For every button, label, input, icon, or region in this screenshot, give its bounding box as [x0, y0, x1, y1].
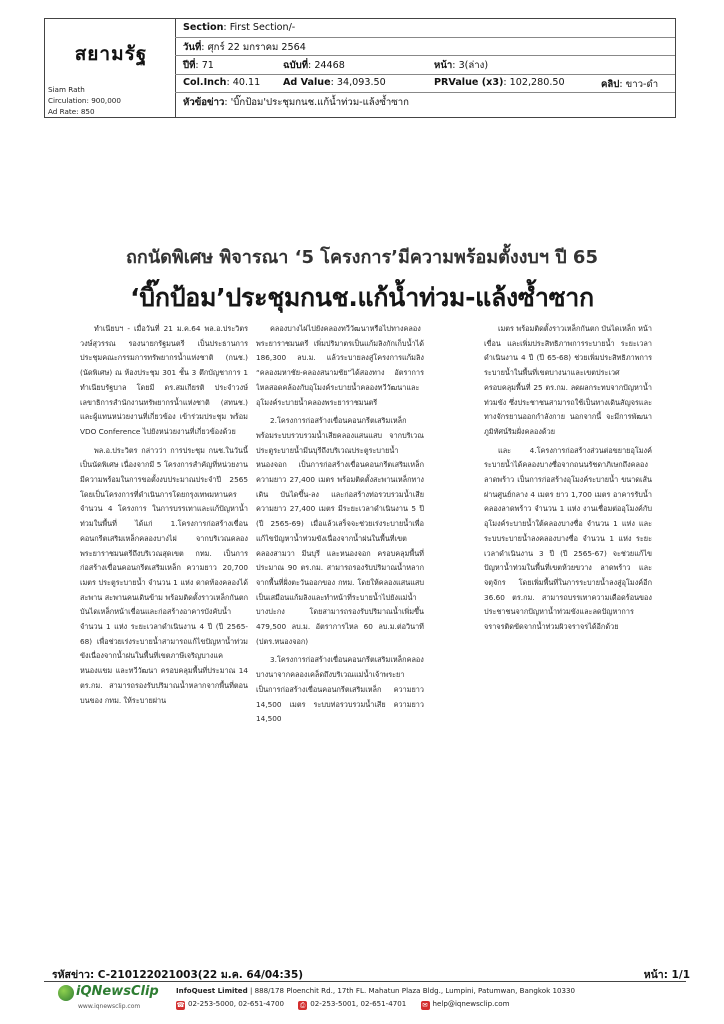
issue-field: [183, 58, 214, 73]
brand-prefix: iQ: [76, 984, 92, 999]
circulation: Circulation: 900,000: [48, 96, 121, 105]
page-value: : 3(ล่าง): [452, 60, 489, 71]
advalue-value: : 34,093.50: [330, 77, 386, 88]
colinch-value: : 40.11: [226, 77, 261, 88]
footer-divider: [44, 981, 686, 982]
row-divider: [175, 55, 675, 56]
section-field: [183, 22, 295, 33]
edition-value: : 24468: [308, 60, 345, 71]
email-icon: ✉: [422, 1000, 428, 1009]
clip-info-box: [44, 18, 676, 118]
contact-info: [176, 985, 575, 1010]
phone-icon: ☎: [176, 1000, 185, 1009]
colinch-field: [183, 77, 260, 88]
colinch-label: Col.Inch: [183, 77, 227, 88]
ad-rate: Ad Rate: 850: [48, 107, 95, 116]
prvalue-value: : 102,280.50: [503, 77, 565, 88]
company-name: InfoQuest Limited: [176, 986, 248, 995]
paragraph: 2.โครงการก่อสร้างเขื่อนคอนกรีตเสริมเหล็กพร้อมระบบรวบรวมน้ำเสียคลองแสนแสบ จากบริเวณประตูระบายน้ำมีนบุรีถึงบริเวณประตูระบายน้ำหนองจอก เป็นการก่อสร้างเขื่อนคอนกรีตเสริมเหล็ก ความยาว 27,400 เมตร พร้อมติดตั้งสะพานเหล็กทางเดิน บันไดขึ้น-ลง และก่อสร้างท่อรวบรวมน้ำเสีย ความยาว 27,400 เมตร มีระยะเวลาดำเนินงาน 5 ปี (ปี 2565-69) เมื่อแล้วเสร็จจะช่วยเร่งระบายน้ำเพื่อแก้ไขปัญหาน้ำท่วมขังเนื่องจากน้ำฝนในพื้นที่เขตคลองสามวา มีนบุรี และหนองจอก ครอบคลุมพื้นที่ประมาณ 90 ตร.กม. สามารถรองรับปริมาณน้ำหลากจากพื้นที่ฝั่งตะวันออกของ กทม. โดยให้คลองแสนแสบเป็นเสมือนแก้มลิงและทำหน้าที่ระบายน้ำไปยังแม่น้ำบางปะกง โดยสามารถรองรับปริมาณน้ำเพิ่มขึ้น 479,500 ลบ.ม. อัตราการไหล 60 ลบ.ม.ต่อวินาที (ปตร.หนองจอก): [256, 416, 424, 646]
edition-field: [283, 58, 345, 73]
publication-name: Siam Rath: [48, 85, 85, 94]
date-field: [183, 40, 306, 55]
brand-suffix: NewsClip: [91, 984, 159, 999]
date-value: : ศุกร์ 22 มกราคม 2564: [201, 42, 306, 53]
publication-meta: [48, 84, 121, 117]
article-column-3: [484, 322, 652, 732]
fax-numbers: 02-253-5001, 02-651-4701: [310, 998, 407, 1008]
contact-line: [176, 998, 575, 1011]
globe-icon: [58, 985, 74, 1001]
article-kicker: ถกนัดพิเศษ พิจารณา ‘5 โครงการ’มีความพร้อมตั้งงบฯ ปี 65: [126, 247, 598, 268]
paragraph: และ 4.โครงการก่อสร้างส่วนต่อขยายอุโมงค์ระบายน้ำได้คลองบางซื่อจากถนนรัชดาภิเษกถึงคลองลาดพร้าว เป็นการก่อสร้างอุโมงค์ระบายน้ำ ขนาดเส้นผ่านศูนย์กลาง 4 เมตร ยาว 1,700 เมตร อาคารรับน้ำคลองลาดพร้าว จำนวน 1 แห่ง งานเชื่อมต่ออุโมงค์กับอุโมงค์ระบายน้ำใต้คลองบางซื่อ จำนวน 1 แห่ง และระบบระบายน้ำลงคลองบางซื่อ จำนวน 1 แห่ง ระยะเวลาดำเนินงาน 3 ปี (ปี 2565-67) จะช่วยแก้ไขปัญหาน้ำท่วมในพื้นที่เขตห้วยขวาง ลาดพร้าว และจตุจักร โดยเพิ่มพื้นที่ในการระบายน้ำลงสู่อุโมงค์อีก 36.60 ตร.กม. สามารถบรรเทาความเดือดร้อนของประชาชนจากปัญหาน้ำท่วมขังและลดปัญหาการจราจรติดขัดจากน้ำท่วมผิวจราจรได้อีกด้วย: [484, 445, 652, 632]
section-value: : First Section/-: [223, 22, 296, 33]
page-label: หน้า: [434, 60, 453, 71]
row-divider: [175, 92, 675, 93]
page-field: [434, 58, 488, 73]
article-headline: ‘บิ๊กป้อม’ประชุมกนช.แก้น้ำท่วม-แล้งซ้ำซาก: [130, 283, 594, 312]
news-code: รหัสข่าว: C-210122021003(22 ม.ค. 64/04:35): [52, 969, 304, 981]
topic-value: : 'บิ๊กป้อม'ประชุมกนช.แก้น้ำท่วม-แล้งซ้ำซาก: [224, 97, 409, 108]
brand-name: [76, 984, 159, 999]
paragraph: เมตร พร้อมติดตั้งราวเหล็กกันตก บันไดเหล็ก หน้าเขื่อน และเพิ่มประสิทธิภาพการระบายน้ำ ระยะเวลาดำเนินงาน 4 ปี (ปี 65-68) ช่วยเพิ่มประสิทธิภาพการระบายน้ำในพื้นที่เขตบางนาและเขตประเวศ ครอบคลุมพื้นที่ 25 ตร.กม. ลดผลกระทบจากปัญหาน้ำท่วมขัง ซึ่งประชาชนสามารถใช้เป็นทางเดินสัญจรและทางจักรยานออกกำลังกาย นอกจากนี้ จะมีการพัฒนาภูมิทัศน์ริมฝั่งคลองด้วย: [484, 324, 652, 436]
clip-field: [601, 77, 658, 92]
divider: [175, 19, 176, 117]
brand-website: www.iqnewsclip.com: [78, 1003, 141, 1010]
advalue-label: Ad Value: [283, 77, 331, 88]
phone-numbers: 02-253-5000, 02-651-4700: [188, 998, 284, 1008]
paragraph: 3.โครงการก่อสร้างเขื่อนคอนกรีตเสริมเหล็กคลองบางนาจากคลองเคล็ดถึงบริเวณแม่น้ำเจ้าพระยา เป็นการก่อสร้างเขื่อนคอนกรีตเสริมเหล็ก ความยาว 14,500 เมตร ระบบท่อรวบรวมน้ำเสีย ความยาว 14,500: [256, 655, 424, 724]
clip-label: คลิป: [601, 79, 620, 90]
fax-icon: ⎙: [300, 1000, 306, 1009]
iqnewsclip-logo: [58, 984, 168, 1016]
prvalue-label: PRValue (x3): [434, 77, 504, 88]
advalue-field: [283, 77, 386, 88]
article-column-1: [80, 322, 248, 732]
page-number: หน้า: 1/1: [643, 969, 690, 981]
clip-value: : ขาว-ดำ: [619, 79, 659, 90]
paragraph: คลองบางไผ่ไปยังคลองทวีวัฒนาหรือไปทางคลองพระยาราชมนตรี เพิ่มปริมาตรเป็นแก้มลิงกักเก็บน้ำได้ 186,300 ลบ.ม. แล้วระบายลงสู่โครงการแก้มลิง “คลองมหาชัย-คลองสนามชัย”ได้สองทาง อัตราการไหลสอดคล้องกับอุโมงค์ระบายน้ำคลองทวีวัฒนาและอุโมงค์ระบายน้ำคลองพระยาราชมนตรี: [256, 324, 424, 407]
row-divider: [175, 37, 675, 38]
article-column-2: [256, 322, 424, 732]
topic-label: หัวข้อข่าว: [183, 97, 225, 108]
email-address: help@iqnewsclip.com: [432, 998, 510, 1008]
topic-field: [183, 95, 409, 110]
section-label: Section: [183, 22, 224, 33]
paragraph: พล.อ.ประวิตร กล่าวว่า การประชุม กนช.ในวันนี้เป็นนัดพิเศษ เนื่องจากมี 5 โครงการสำคัญที่หน่วยงานมีความพร้อมในการขอตั้งงบประมาณประจำปี 2565 โดยเป็นโครงการที่ดำเนินการโดยกรุงเทพมหานคร จำนวน 4 โครงการ ในการบรรเทาและแก้ปัญหาน้ำท่วมในพื้นที่ ได้แก่ 1.โครงการก่อสร้างเขื่อนคอนกรีตเสริมเหล็กคลองบางไผ่ จากบริเวณคลองพระยาราชมนตรีถึงบริเวณสุดเขต กทม. เป็นการก่อสร้างเขื่อนคอนกรีตเสริมเหล็ก ความยาว 20,700 เมตร ประตูระบายน้ำ จำนวน 1 แห่ง ดาดท้องคลองได้สะพาน สะพานคนเดินข้าม พร้อมติดตั้งราวเหล็กกันตกบันไดเหล็กหน้าเขื่อนและก่อสร้างอาคารบังคับน้ำ จำนวน 1 แห่ง ระยะเวลาดำเนินงาน 4 ปี (ปี 2565-68) เพื่อช่วยเร่งระบายน้ำสามารถแก้ไขปัญหาน้ำท่วมขังเนื่องจากน้ำฝนในพื้นที่เขตภาษีเจริญบางแคหนองแขม และทวีวัฒนา ครอบคลุมพื้นที่ประมาณ 14 ตร.กม. สามารถรองรับปริมาณน้ำหลากจากพื้นที่ตอนบนของ กทม. ให้ระบายผ่าน: [80, 445, 248, 705]
edition-label: ฉบับที่: [283, 60, 309, 71]
paragraph: ทำเนียบฯ - เมื่อวันที่ 21 ม.ค.64 พล.อ.ประวิตร วงษ์สุวรรณ รองนายกรัฐมนตรี เป็นประธานการประชุมคณะกรรมการทรัพยากรน้ำแห่งชาติ (กนช.) (นัดพิเศษ) ณ ห้องประชุม 301 ชั้น 3 ตึกบัญชาการ 1 ทำเนียบรัฐบาล โดยมี ดร.สมเกียรติ ประจำวงษ์ เลขาธิการสำนักงานทรัพยากรน้ำแห่งชาติ (สทนช.) และผู้แทนหน่วยงานที่เกี่ยวข้อง เข้าร่วมประชุม พร้อม VDO Conference ไปยังหน่วยงานที่เกี่ยวข้องด้วย: [80, 324, 248, 436]
company-line: [176, 985, 575, 998]
date-label: วันที่: [183, 42, 202, 53]
issue-label: ปีที่: [183, 60, 196, 71]
publication-logo: สยามรัฐ: [74, 43, 148, 65]
issue-value: : 71: [195, 60, 214, 71]
row-divider: [175, 74, 675, 75]
company-address: | 888/178 Ploenchit Rd., 17th FL. Mahatun Plaza Bldg., Lumpini, Patumwan, Bangkok 10330: [249, 986, 576, 995]
prvalue-field: [434, 77, 565, 88]
